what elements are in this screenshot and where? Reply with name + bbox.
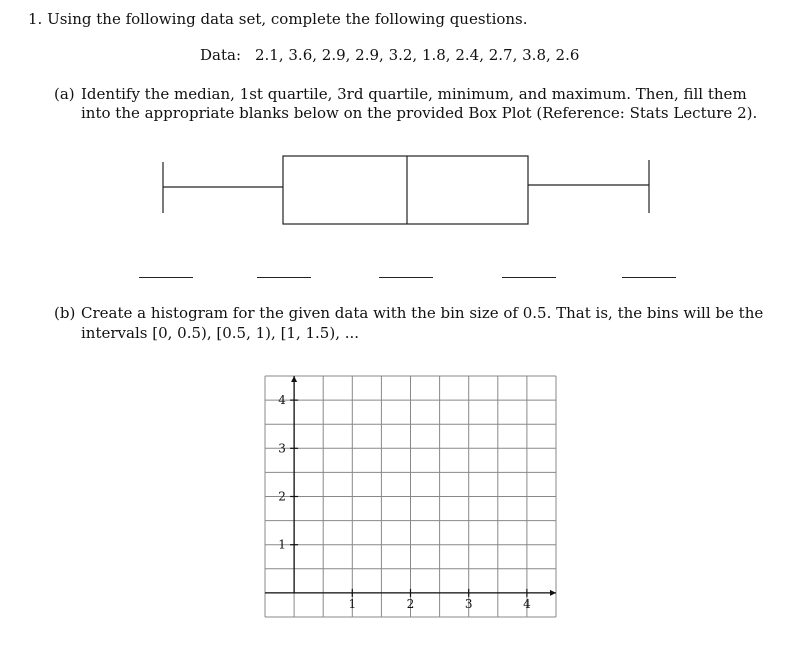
y-tick-label: 3: [278, 441, 286, 456]
x-axis-arrow: [550, 590, 556, 596]
box-plot-box: [283, 156, 528, 224]
y-tick-label: 4: [278, 393, 286, 408]
part-a-text-1: Identify the median, 1st quartile, 3rd quartile, minimum, and maximum. Then, fill them: [81, 85, 747, 103]
part-a-label: (a): [54, 85, 75, 103]
x-tick-label: 4: [523, 596, 531, 611]
part-b-text-1: Create a histogram for the given data with the bin size of 0.5. That is, the bins will be the: [81, 304, 764, 322]
x-tick-label: 3: [464, 596, 473, 611]
question-1: [28, 10, 528, 28]
part-a-line-2: into the appropriate blanks below on the provided Box Plot (Reference: Stats Lecture 2).: [81, 104, 758, 122]
blank-3[interactable]: [379, 277, 433, 278]
part-b-line-1: [54, 304, 763, 322]
data-set-line: [200, 46, 579, 64]
y-axis-arrow: [291, 376, 297, 382]
blank-1[interactable]: [139, 277, 193, 278]
y-tick-label: 1: [278, 537, 286, 552]
blank-4[interactable]: [502, 277, 556, 278]
part-b-label: (b): [54, 304, 76, 322]
part-b-line-2: intervals [0, 0.5), [0.5, 1), [1, 1.5), ...: [81, 324, 360, 342]
question-text: Using the following data set, complete the following questions.: [47, 10, 528, 28]
data-label: Data:: [200, 46, 241, 64]
box-plot: [163, 156, 649, 224]
histogram-grid: [265, 376, 556, 617]
y-tick-label: 2: [278, 489, 286, 504]
x-tick-label: 1: [348, 596, 357, 611]
x-tick-label: 2: [406, 596, 415, 611]
blank-2[interactable]: [257, 277, 311, 278]
part-a-line-1: [54, 85, 747, 103]
data-values: 2.1, 3.6, 2.9, 2.9, 3.2, 1.8, 2.4, 2.7, 3.8, 2.6: [255, 46, 580, 64]
blank-5[interactable]: [622, 277, 676, 278]
question-number: 1.: [28, 10, 43, 28]
